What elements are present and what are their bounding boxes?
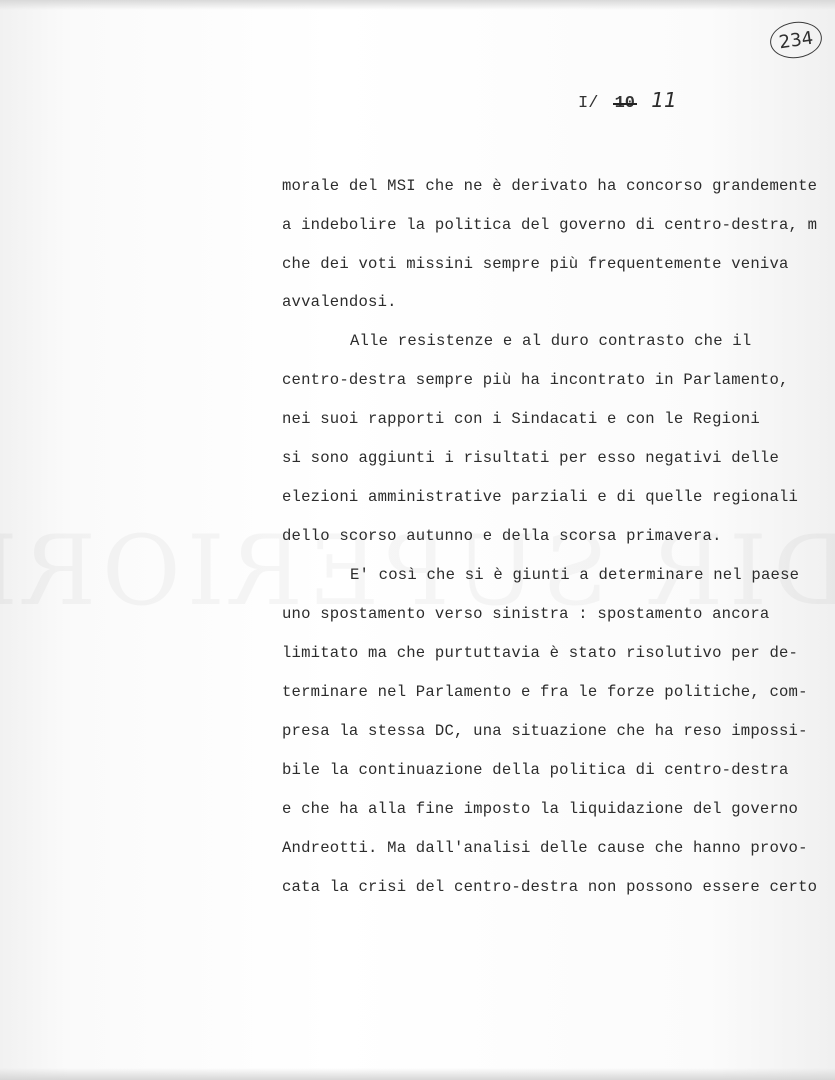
page-number-handwritten: 11: [651, 88, 677, 112]
text-line: avvalendosi.: [282, 293, 397, 311]
text-line: Alle resistenze e al duro contrasto che il: [350, 332, 752, 350]
page-number: [578, 88, 677, 113]
page-number-prefix: I/: [578, 94, 599, 113]
text-line: nei suoi rapporti con i Sindacati e con le Regioni: [282, 410, 760, 428]
text-line: morale del MSI che ne è derivato ha concorso grandemente: [282, 177, 818, 195]
text-line: presa la stessa DC, una situazione che ha reso impossi-: [282, 722, 808, 740]
stamp-number: 234: [777, 27, 815, 53]
text-line: che dei voti missini sempre più frequentemente veniva: [282, 255, 789, 273]
text-line: a indebolire la politica del governo di centro-destra, m: [282, 216, 818, 234]
text-line: E' così che si è giunti a determinare nel paese: [350, 566, 800, 584]
text-line: cata la crisi del centro-destra non possono essere certo: [282, 878, 818, 896]
text-line: e che ha alla fine imposto la liquidazione del governo: [282, 800, 799, 818]
text-line: Andreotti. Ma dall'analisi delle cause che hanno provo-: [282, 839, 808, 857]
archive-stamp: [768, 19, 825, 62]
text-line: bile la continuazione della politica di centro-destra: [282, 761, 789, 779]
page-bottom-shadow: [0, 1068, 835, 1080]
page-top-shadow: [0, 0, 835, 10]
page-number-struck: 10: [614, 94, 636, 113]
text-line: uno spostamento verso sinistra : spostamento ancora: [282, 605, 770, 623]
text-line: si sono aggiunti i risultati per esso negativi delle: [282, 449, 780, 467]
text-line: terminare nel Parlamento e fra le forze politiche, com-: [282, 683, 808, 701]
text-line: elezioni amministrative parziali e di quelle regionali: [282, 488, 799, 506]
text-line: centro-destra sempre più ha incontrato in Parlamento,: [282, 371, 789, 389]
text-line: limitato ma che purtuttavia è stato risolutivo per de-: [282, 644, 799, 662]
text-line: dello scorso autunno e della scorsa primavera.: [282, 527, 722, 545]
